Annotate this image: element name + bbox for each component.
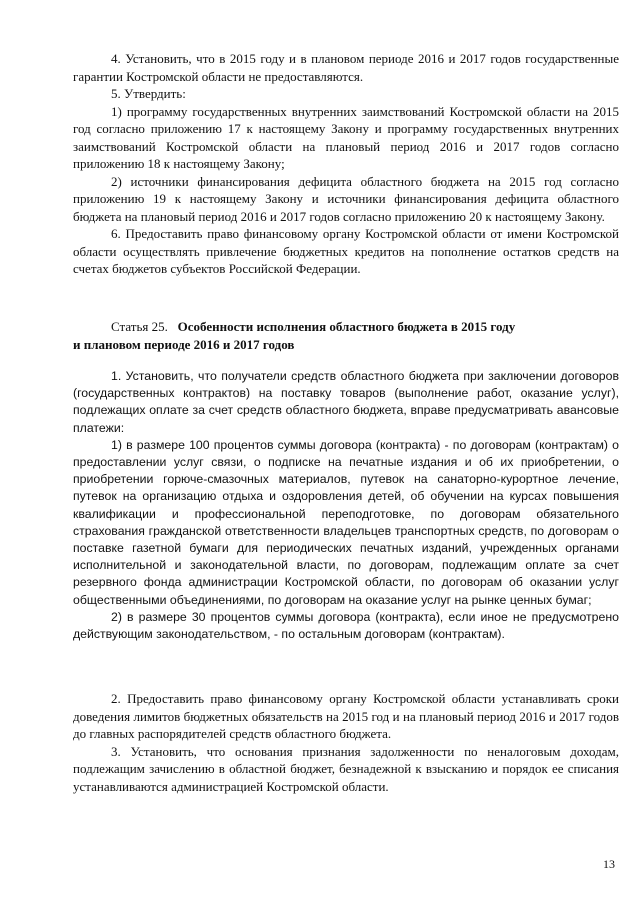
article-body	[73, 368, 619, 643]
top-section	[73, 50, 619, 278]
paragraph-4: 4. Установить, что в 2015 году и в плановом периоде 2016 и 2017 годов государственные гарантии Костромской области не предоставляются.	[73, 51, 619, 84]
article-label: Статья 25.	[111, 319, 168, 334]
article-heading-line1	[73, 318, 619, 336]
paragraph-5-2: 2) источники финансирования дефицита областного бюджета на 2015 год согласно приложению 19 к настоящему Закону и источники финансирования дефицита областного бюджета на плановый период 2016 и 2017 годов согласно приложению 20 к настоящему Закону.	[73, 173, 619, 224]
article-heading	[73, 318, 619, 353]
article-paragraph-2: 2. Предоставить право финансовому органу Костромской области устанавливать сроки доведения лимитов бюджетных обязательств на 2015 год и на плановый период 2016 и 2017 годов до главных распорядителей средств областного бюджета.	[73, 691, 619, 741]
article-paragraph-1-2: 2) в размере 30 процентов суммы договора (контракта), если иное не предусмотрено действующим законодательством, - по остальным договорам (контрактам).	[73, 609, 619, 642]
paragraph-5-1: 1) программу государственных внутренних заимствований Костромской области на 2015 год согласно приложению 17 к настоящему Закону и программу государственных внутренних заимствований Костромской области на плановый период 2016 и 2017 годов согласно приложению 18 к настоящему Закону;	[73, 103, 619, 171]
article-paragraph-1: 1. Установить, что получатели средств областного бюджета при заключении договоров (государственных контрактов) на поставку товаров (выполнение работ, оказание услуг), подлежащих оплате за счет средств областного бюджета, вправе предусматривать авансовые платежи:	[73, 369, 619, 435]
article-title-line1: Особенности исполнения областного бюджета в 2015 году	[177, 319, 516, 334]
page-number: 13	[603, 857, 615, 871]
article-paragraph-3: 3. Установить, что основания признания задолженности по неналоговым доходам, подлежащим зачислению в областной бюджет, безнадежной к взысканию и порядок ее списания устанавливаются администрацией Костромской области.	[73, 743, 619, 794]
paragraph-6: 6. Предоставить право финансовому органу Костромской области от имени Костромской области осуществлять привлечение бюджетных кредитов на пополнение остатков средств на счетах бюджетов субъектов Российской Федерации.	[73, 226, 619, 276]
article-paragraph-1-1: 1) в размере 100 процентов суммы договора (контракта) - по договорам (контрактам) о предоставлении услуг связи, о подписке на печатные издания и об их приобретении, о приобретении горюче-смазочных материалов, путевок на санаторно-курортное лечение, путевок на организацию отдыха и оздоровления детей, об обучении на курсах повышения квалификации и профессиональной переподготовке, по договорам обязательного страхования гражданской ответственности владельцев транспортных средств, по договорам о поставке газетной бумаги для периодических печатных изданий, учрежденных органами исполнительной и законодательной власти, по договорам, подлежащим оплате за счет резервного фонда администрации Костромской области, по договорам об оказании услуг общественными объединениями, по договорам на оказание услуг на рынке ценных бумаг;	[73, 437, 619, 607]
paragraph-5: 5. Утвердить:	[111, 86, 186, 101]
article-body-2	[73, 690, 619, 795]
article-title-line2: и плановом периоде 2016 и 2017 годов	[73, 336, 295, 352]
